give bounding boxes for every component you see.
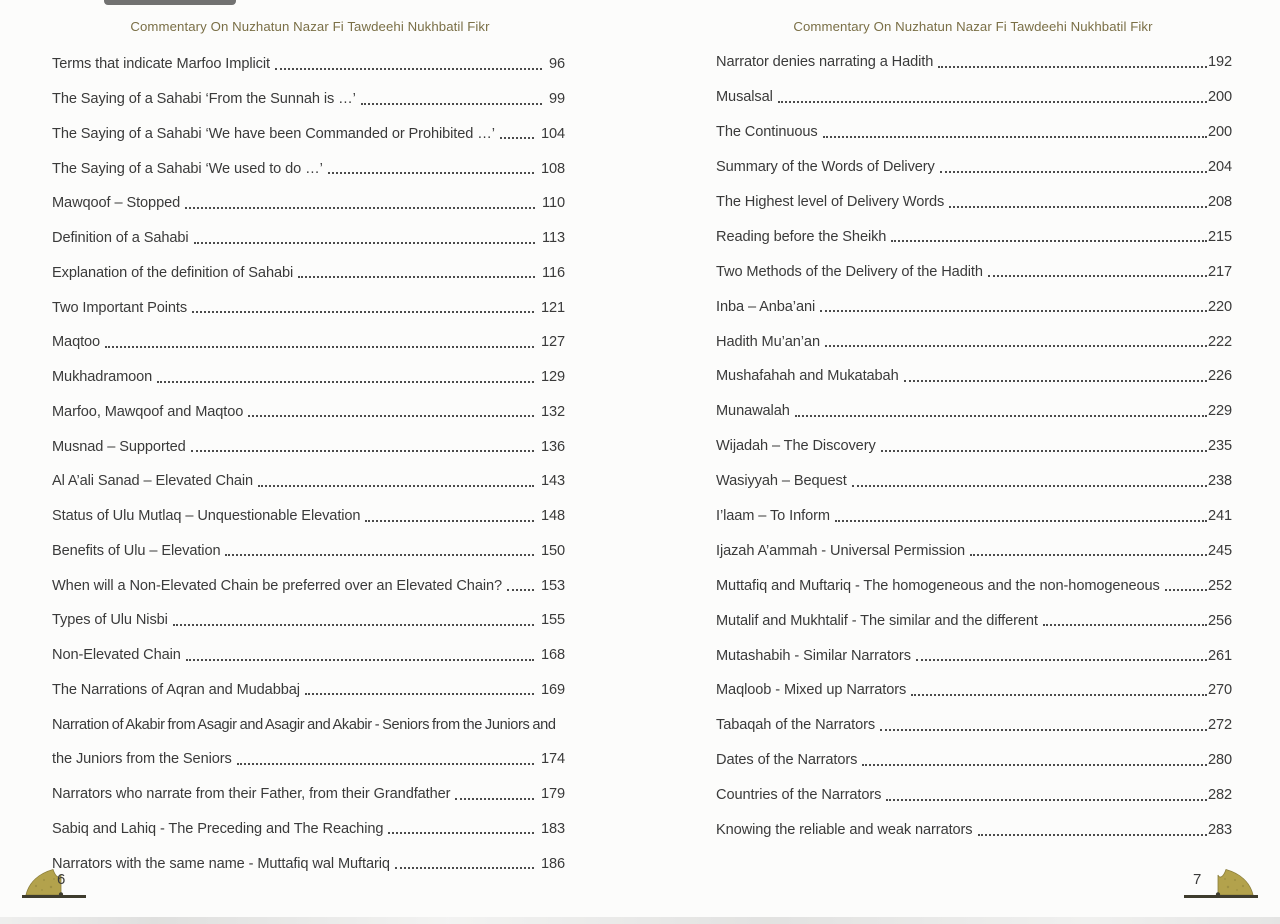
toc-entry-title: Two Methods of the Delivery of the Hadith [716, 263, 983, 280]
toc-entry [716, 673, 1232, 708]
toc-entry-page: 282 [1207, 787, 1232, 804]
dot-leader [173, 623, 534, 626]
toc-entry-page: 121 [540, 299, 565, 316]
dot-leader [820, 309, 1207, 312]
toc-entry [716, 115, 1232, 150]
dot-leader [862, 763, 1207, 766]
toc-entry-page: 104 [540, 125, 565, 142]
toc-entry [716, 568, 1232, 603]
dot-leader [1165, 588, 1207, 591]
toc-entry-page: 256 [1207, 612, 1232, 629]
toc-entry-line2 [52, 742, 565, 777]
toc-entry-title: Marfoo, Mawqoof and Maqtoo [52, 403, 244, 420]
dot-leader [258, 484, 534, 487]
dot-leader [891, 239, 1207, 242]
toc-entry [52, 429, 565, 464]
toc-entry-page: 245 [1207, 542, 1232, 559]
toc-entry [52, 846, 565, 881]
toc-entry-page: 143 [540, 473, 565, 490]
toc-entry-page: 136 [540, 438, 565, 455]
dot-leader [911, 693, 1207, 696]
toc-entry-page: 116 [542, 264, 565, 281]
running-header: Commentary On Nuzhatun Nazar Fi Tawdeehi Nukhbatil Fikr [130, 19, 490, 34]
dot-leader [361, 102, 542, 105]
toc-entry [52, 221, 565, 256]
toc-entry [716, 254, 1232, 289]
toc-entry-title: Terms that indicate Marfoo Implicit [52, 56, 270, 73]
toc-entry-title: Wijadah – The Discovery [716, 438, 876, 455]
toc-entry [716, 324, 1232, 359]
toc-entry-page: 270 [1207, 682, 1232, 699]
toc-entry-page: 192 [1207, 54, 1232, 71]
dot-leader [916, 658, 1207, 661]
toc-entry-title: Musalsal [716, 89, 773, 106]
toc-entry-title: The Continuous [716, 124, 818, 141]
toc-entry [716, 743, 1232, 778]
toc-entry-page: 229 [1207, 403, 1232, 420]
dot-leader [185, 206, 535, 209]
dot-leader [880, 728, 1207, 731]
toc-entry [716, 813, 1232, 848]
toc-entry-page: 235 [1207, 438, 1232, 455]
dot-leader [225, 553, 533, 556]
dot-leader [105, 345, 534, 348]
toc-entry-page: 96 [548, 56, 565, 73]
toc-entry [52, 464, 565, 499]
toc-entry [52, 777, 565, 812]
toc-entry-title: The Saying of a Sahabi ‘We used to do …’ [52, 160, 323, 177]
toc-entry-title: Narration of Akabir from Asagir and Asagir and Akabir - Seniors from the Juniors and [52, 716, 556, 733]
toc-entry-title: Definition of a Sahabi [52, 230, 189, 247]
toc-entry-page: 183 [540, 820, 565, 837]
toc-entry-page: 226 [1207, 368, 1232, 385]
dot-leader [970, 553, 1207, 556]
toc-entry [716, 778, 1232, 813]
toc-entry-title: Narrators who narrate from their Father, from their Grandfather [52, 786, 451, 803]
toc-entry [716, 603, 1232, 638]
toc-list-right [716, 45, 1232, 847]
toc-entry-page: 168 [540, 647, 565, 664]
dot-leader [192, 310, 534, 313]
toc-entry-title: Narrator denies narrating a Hadith [716, 54, 934, 71]
toc-entry-title: Wasiyyah – Bequest [716, 473, 847, 490]
toc-entry [52, 603, 565, 638]
dot-leader [194, 241, 535, 244]
dot-leader [852, 484, 1207, 487]
toc-entry-title: The Saying of a Sahabi ‘We have been Commanded or Prohibited …’ [52, 125, 495, 142]
toc-entry-page: 252 [1207, 577, 1232, 594]
toc-entry-page: 200 [1207, 89, 1232, 106]
footer-rule [22, 895, 86, 898]
toc-entry [52, 151, 565, 186]
toc-entry-title: Mutalif and Mukhtalif - The similar and the different [716, 612, 1038, 629]
dot-leader [455, 797, 534, 800]
footer-rule [1184, 895, 1258, 898]
toc-entry [52, 82, 565, 117]
toc-entry-title: Status of Ulu Mutlaq – Unquestionable Elevation [52, 508, 361, 525]
toc-entry-page: 99 [548, 91, 565, 108]
dot-leader [328, 171, 534, 174]
toc-entry [716, 533, 1232, 568]
dot-leader [191, 449, 534, 452]
dot-leader [500, 136, 534, 139]
dot-leader [949, 205, 1207, 208]
dot-leader [835, 519, 1207, 522]
toc-entry-page: 179 [540, 786, 565, 803]
toc-entry-page: 272 [1207, 717, 1232, 734]
toc-entry-title: Muttafiq and Muftariq - The homogeneous and the non-homogeneous [716, 577, 1160, 594]
running-header: Commentary On Nuzhatun Nazar Fi Tawdeehi Nukhbatil Fikr [793, 19, 1153, 34]
dot-leader [305, 692, 534, 695]
toc-entry-title: Explanation of the definition of Sahabi [52, 264, 294, 281]
toc-entry-title: Ijazah A’ammah - Universal Permission [716, 542, 966, 559]
toc-entry-title: Maqloob - Mixed up Narrators [716, 682, 907, 699]
toc-entry [52, 499, 565, 534]
toc-entry-title: Two Important Points [52, 299, 188, 316]
toc-entry [716, 359, 1232, 394]
toc-entry [716, 499, 1232, 534]
toc-entry-page: 238 [1207, 473, 1232, 490]
toc-entry [52, 360, 565, 395]
toc-entry [52, 325, 565, 360]
toc-entry-line1 [52, 707, 565, 742]
dot-leader [886, 798, 1207, 801]
toc-entry-page: 241 [1207, 508, 1232, 525]
dot-leader [395, 866, 534, 869]
toc-entry-title: Tabaqah of the Narrators [716, 717, 876, 734]
toc-entry [52, 638, 565, 673]
toc-entry [716, 289, 1232, 324]
toc-entry [52, 568, 565, 603]
toc-entry [52, 673, 565, 708]
toc-entry-page: 110 [542, 195, 565, 212]
dot-leader [881, 449, 1207, 452]
toc-entry [52, 395, 565, 430]
toc-entry-title: Mukhadramoon [52, 369, 153, 386]
dot-leader [825, 344, 1207, 347]
toc-entry-title: Mutashabih - Similar Narrators [716, 647, 911, 664]
toc-entry-title: I’laam – To Inform [716, 508, 830, 525]
toc-entry-title: Knowing the reliable and weak narrators [716, 822, 973, 839]
corner-ornament-icon [1215, 866, 1255, 896]
toc-entry [716, 45, 1232, 80]
toc-entry [52, 812, 565, 847]
dot-leader [778, 100, 1207, 103]
dot-leader [157, 380, 534, 383]
dot-leader [795, 414, 1207, 417]
toc-entry-title: Hadith Mu’an’an [716, 333, 820, 350]
toc-entry [716, 150, 1232, 185]
toc-entry-title: When will a Non-Elevated Chain be preferred over an Elevated Chain? [52, 577, 503, 594]
toc-entry-page: 150 [540, 542, 565, 559]
toc-entry [52, 117, 565, 152]
dot-leader [904, 379, 1207, 382]
toc-entry-title: Mushafahah and Mukatabah [716, 368, 899, 385]
toc-entry-page: 174 [540, 751, 565, 768]
toc-entry-title: Benefits of Ulu – Elevation [52, 542, 221, 559]
toc-entry [52, 47, 565, 82]
toc-entry-page: 261 [1207, 647, 1232, 664]
dot-leader [940, 170, 1207, 173]
toc-entry-page: 222 [1207, 333, 1232, 350]
toc-entry-page: 132 [540, 403, 565, 420]
toc-entry [716, 185, 1232, 220]
toc-entry-page: 127 [540, 334, 565, 351]
toc-entry-title: Munawalah [716, 403, 790, 420]
toc-entry [716, 80, 1232, 115]
toc-entry [52, 256, 565, 291]
page-right [640, 0, 1280, 924]
dot-leader [248, 414, 534, 417]
dot-leader [186, 658, 534, 661]
folio-number: 7 [1193, 871, 1202, 888]
toc-entry-title: Dates of the Narrators [716, 752, 858, 769]
toc-entry [716, 638, 1232, 673]
toc-entry-page: 169 [540, 681, 565, 698]
toc-entry [716, 394, 1232, 429]
dot-leader [507, 588, 534, 591]
toc-entry-title: Reading before the Sheikh [716, 228, 887, 245]
toc-entry-title: Countries of the Narrators [716, 787, 882, 804]
folio-number: 6 [57, 871, 66, 888]
toc-entry-title: Types of Ulu Nisbi [52, 612, 168, 629]
toc-entry-title: Musnad – Supported [52, 438, 186, 455]
toc-entry [716, 464, 1232, 499]
toc-entry-title: Maqtoo [52, 334, 101, 351]
toc-entry-page: 148 [540, 508, 565, 525]
toc-entry-title: Summary of the Words of Delivery [716, 159, 935, 176]
toc-entry-page: 129 [540, 369, 565, 386]
toc-entry-title: The Highest level of Delivery Words [716, 194, 945, 210]
toc-entry [716, 429, 1232, 464]
toc-entry-page: 283 [1207, 822, 1232, 839]
dot-leader [988, 274, 1207, 277]
toc-entry-page: 208 [1207, 194, 1232, 210]
dot-leader [388, 831, 534, 834]
toc-entry-page: 204 [1207, 159, 1232, 176]
toc-entry-title: Non-Elevated Chain [52, 647, 181, 664]
toc-entry-page: 113 [542, 230, 565, 247]
toc-entry-title: Narrators with the same name - Muttafiq wal Muftariq [52, 855, 390, 872]
toc-entry [716, 219, 1232, 254]
toc-entry [52, 186, 565, 221]
toc-entry-title: The Saying of a Sahabi ‘From the Sunnah is …’ [52, 91, 356, 108]
toc-entry-title: the Juniors from the Seniors [52, 751, 232, 768]
toc-entry-page: 200 [1207, 124, 1232, 141]
toc-entry-page: 217 [1207, 263, 1232, 280]
toc-entry-page: 186 [540, 855, 565, 872]
dot-leader [275, 67, 542, 70]
toc-entry [52, 534, 565, 569]
toc-entry-page: 220 [1207, 298, 1232, 315]
dot-leader [237, 762, 534, 765]
toc-entry [716, 708, 1232, 743]
toc-entry-page: 280 [1207, 752, 1232, 769]
toc-entry-title: Al A’ali Sanad – Elevated Chain [52, 473, 254, 490]
toc-entry-page: 108 [540, 160, 565, 177]
toc-entry-title: Sabiq and Lahiq - The Preceding and The Reaching [52, 820, 384, 837]
dot-leader [298, 275, 535, 278]
toc-entry-page: 215 [1207, 228, 1232, 245]
dot-leader [978, 833, 1207, 836]
dot-leader [823, 135, 1207, 138]
dot-leader [1043, 623, 1207, 626]
toc-entry-title: Mawqoof – Stopped [52, 195, 181, 212]
dot-leader [938, 65, 1207, 68]
toc-entry-page: 153 [540, 577, 565, 594]
toc-entry [52, 290, 565, 325]
dot-leader [365, 519, 533, 522]
toc-entry-title: The Narrations of Aqran and Mudabbaj [52, 681, 300, 698]
toc-entry-title: Inba – Anba’ani [716, 298, 816, 315]
toc-list-left [52, 47, 565, 881]
toc-entry-page: 155 [540, 612, 565, 629]
